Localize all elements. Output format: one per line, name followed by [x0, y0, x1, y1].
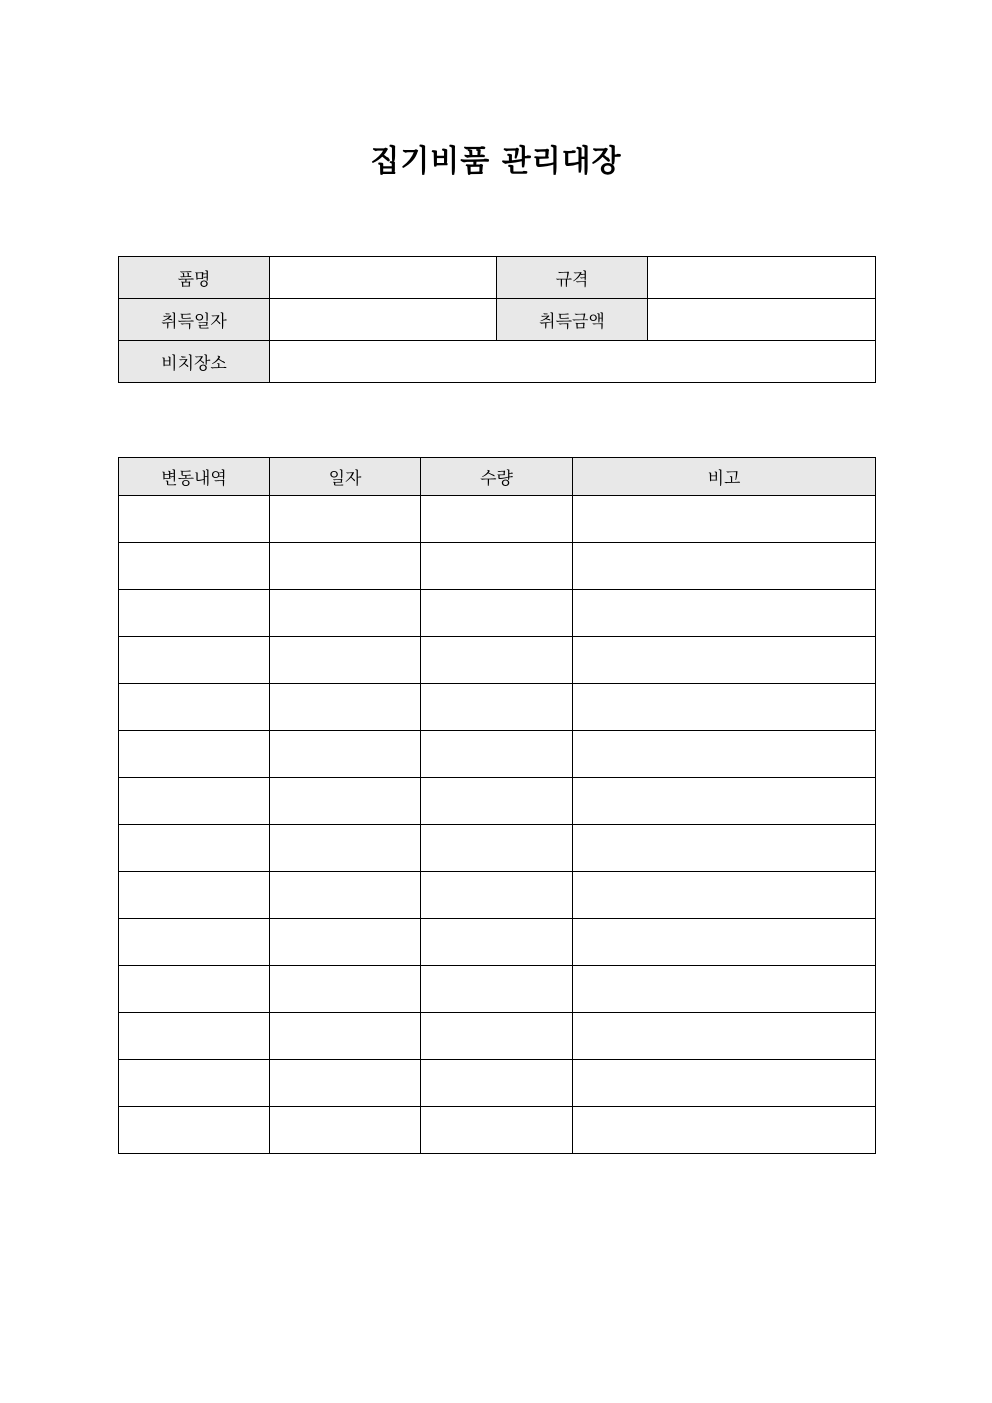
date-cell[interactable]: [270, 872, 421, 919]
remarks-cell[interactable]: [573, 543, 876, 590]
header-date: 일자: [270, 458, 421, 496]
date-cell[interactable]: [270, 1107, 421, 1154]
date-cell[interactable]: [270, 825, 421, 872]
info-row-date-amount: [119, 299, 876, 341]
table-row: [119, 1013, 876, 1060]
quantity-cell[interactable]: [421, 825, 573, 872]
table-row: [119, 637, 876, 684]
change-details-cell[interactable]: [119, 1060, 270, 1107]
remarks-cell[interactable]: [573, 684, 876, 731]
date-cell[interactable]: [270, 496, 421, 543]
document-title: 집기비품 관리대장: [370, 144, 622, 179]
item-name-value-cell[interactable]: [270, 257, 497, 299]
acquisition-date-label: 취득일자: [119, 299, 270, 341]
acquisition-date-value-cell[interactable]: [270, 299, 497, 341]
change-details-cell[interactable]: [119, 872, 270, 919]
remarks-cell[interactable]: [573, 872, 876, 919]
info-row-location: [119, 341, 876, 383]
date-cell[interactable]: [270, 731, 421, 778]
table-row: [119, 496, 876, 543]
acquisition-amount-value-cell[interactable]: [648, 299, 876, 341]
date-cell[interactable]: [270, 919, 421, 966]
change-details-cell[interactable]: [119, 778, 270, 825]
remarks-cell[interactable]: [573, 966, 876, 1013]
quantity-cell[interactable]: [421, 543, 573, 590]
date-cell[interactable]: [270, 684, 421, 731]
change-details-cell[interactable]: [119, 496, 270, 543]
quantity-cell[interactable]: [421, 1060, 573, 1107]
change-history-table: [118, 457, 876, 1154]
change-table-header-row: [119, 458, 876, 496]
remarks-cell[interactable]: [573, 919, 876, 966]
info-row-name-spec: [119, 257, 876, 299]
change-details-cell[interactable]: [119, 731, 270, 778]
table-row: [119, 543, 876, 590]
table-row: [119, 1107, 876, 1154]
change-details-cell[interactable]: [119, 919, 270, 966]
change-details-cell[interactable]: [119, 966, 270, 1013]
change-details-cell[interactable]: [119, 684, 270, 731]
spec-label: 규격: [497, 257, 648, 299]
change-details-cell[interactable]: [119, 825, 270, 872]
table-row: [119, 825, 876, 872]
table-row: [119, 684, 876, 731]
change-details-cell[interactable]: [119, 637, 270, 684]
table-row: [119, 919, 876, 966]
item-name-label: 품명: [119, 257, 270, 299]
table-row: [119, 872, 876, 919]
table-row: [119, 590, 876, 637]
spec-value-cell[interactable]: [648, 257, 876, 299]
header-remarks: 비고: [573, 458, 876, 496]
date-cell[interactable]: [270, 966, 421, 1013]
location-value-cell[interactable]: [270, 341, 876, 383]
date-cell[interactable]: [270, 1060, 421, 1107]
table-row: [119, 1060, 876, 1107]
quantity-cell[interactable]: [421, 1013, 573, 1060]
remarks-cell[interactable]: [573, 496, 876, 543]
quantity-cell[interactable]: [421, 590, 573, 637]
header-quantity: 수량: [421, 458, 573, 496]
remarks-cell[interactable]: [573, 1060, 876, 1107]
acquisition-amount-label: 취득금액: [497, 299, 648, 341]
quantity-cell[interactable]: [421, 872, 573, 919]
change-table-body: [119, 496, 876, 1154]
quantity-cell[interactable]: [421, 966, 573, 1013]
quantity-cell[interactable]: [421, 1107, 573, 1154]
date-cell[interactable]: [270, 543, 421, 590]
date-cell[interactable]: [270, 1013, 421, 1060]
remarks-cell[interactable]: [573, 1013, 876, 1060]
date-cell[interactable]: [270, 637, 421, 684]
change-details-cell[interactable]: [119, 543, 270, 590]
quantity-cell[interactable]: [421, 778, 573, 825]
remarks-cell[interactable]: [573, 637, 876, 684]
change-details-cell[interactable]: [119, 590, 270, 637]
date-cell[interactable]: [270, 590, 421, 637]
location-label: 비치장소: [119, 341, 270, 383]
remarks-cell[interactable]: [573, 1107, 876, 1154]
quantity-cell[interactable]: [421, 731, 573, 778]
remarks-cell[interactable]: [573, 778, 876, 825]
remarks-cell[interactable]: [573, 590, 876, 637]
table-row: [119, 731, 876, 778]
item-info-table: [118, 256, 876, 383]
header-change-details: 변동내역: [119, 458, 270, 496]
quantity-cell[interactable]: [421, 637, 573, 684]
date-cell[interactable]: [270, 778, 421, 825]
change-details-cell[interactable]: [119, 1107, 270, 1154]
quantity-cell[interactable]: [421, 496, 573, 543]
change-details-cell[interactable]: [119, 1013, 270, 1060]
quantity-cell[interactable]: [421, 919, 573, 966]
remarks-cell[interactable]: [573, 731, 876, 778]
table-row: [119, 966, 876, 1013]
remarks-cell[interactable]: [573, 825, 876, 872]
table-row: [119, 778, 876, 825]
quantity-cell[interactable]: [421, 684, 573, 731]
